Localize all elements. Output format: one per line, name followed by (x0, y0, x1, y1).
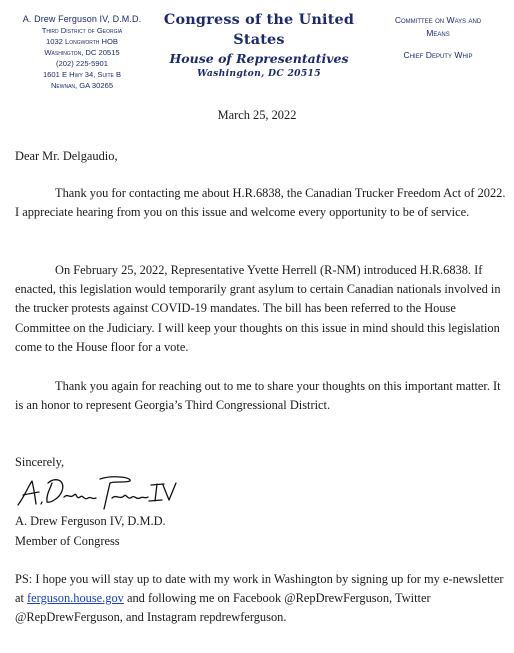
leadership-role: Chief Deputy Whip (403, 50, 473, 60)
letterhead-left (8, 14, 156, 91)
office-city: Washington, DC 20515 (44, 48, 120, 57)
website-link[interactable]: ferguson.house.gov (27, 591, 124, 606)
closing: Sincerely, (15, 455, 65, 469)
letterhead-center (152, 10, 366, 81)
postscript-social: and following me on Facebook @RepDrewFerguson, Twitter @RepDrewFerguson, and Instagram repdrewferguson. (15, 591, 431, 625)
signer-title: Member of Congress (15, 534, 120, 548)
chamber-city: Washington, DC 20515 (197, 68, 321, 79)
committee-line-1: Committee on Ways and (394, 15, 482, 25)
district-city: Newnan, GA 30265 (50, 81, 114, 90)
paragraph-2: On February 25, 2022, Representative Yvette Herrell (R-NM) introduced H.R.6838. If enacted, this legislation would temporarily grant asylum to certain Canadian nationals involved in the trucker protests against COVID-19 mandates. The bill has been referred to the House Committee on the Judiciary. I will keep your thoughts on this issue in mind should this legislation come to the House floor for a vote. (15, 263, 501, 354)
district-label: Third District of Georgia (41, 26, 123, 35)
paragraph-1: Thank you for contacting me about H.R.6838, the Canadian Trucker Freedom Act of 2022. I appreciate hearing from you on this issue and welcome every opportunity to be of service. (15, 186, 506, 220)
letter-date: March 25, 2022 (217, 108, 297, 122)
postscript-text: PS: I hope you will stay up to date with my work in Washington by signing up for my e-newsletter at (15, 572, 504, 606)
handwritten-signature (14, 471, 184, 513)
office-phone: (202) 225-5901 (56, 59, 108, 68)
district-address: 1601 E Hwy 34, Suite B (42, 70, 122, 79)
representative-name: A. Drew Ferguson IV, D.M.D. (22, 14, 142, 24)
signer-name: A. Drew Ferguson IV, D.M.D. (15, 514, 166, 528)
office-address: 1032 Longworth HOB (46, 37, 118, 46)
letterhead-right (368, 14, 508, 62)
postscript (15, 570, 507, 628)
chamber-title: House of Representatives (169, 51, 349, 66)
committee-line-2: Means (426, 28, 450, 38)
paragraph-3: Thank you again for reaching out to me to share your thoughts on this important matter. It is an honor to represent Georgia’s Third Congressional District. (15, 379, 501, 413)
congress-title: Congress of the United States (163, 11, 355, 48)
salutation: Dear Mr. Delgaudio, (15, 149, 118, 163)
